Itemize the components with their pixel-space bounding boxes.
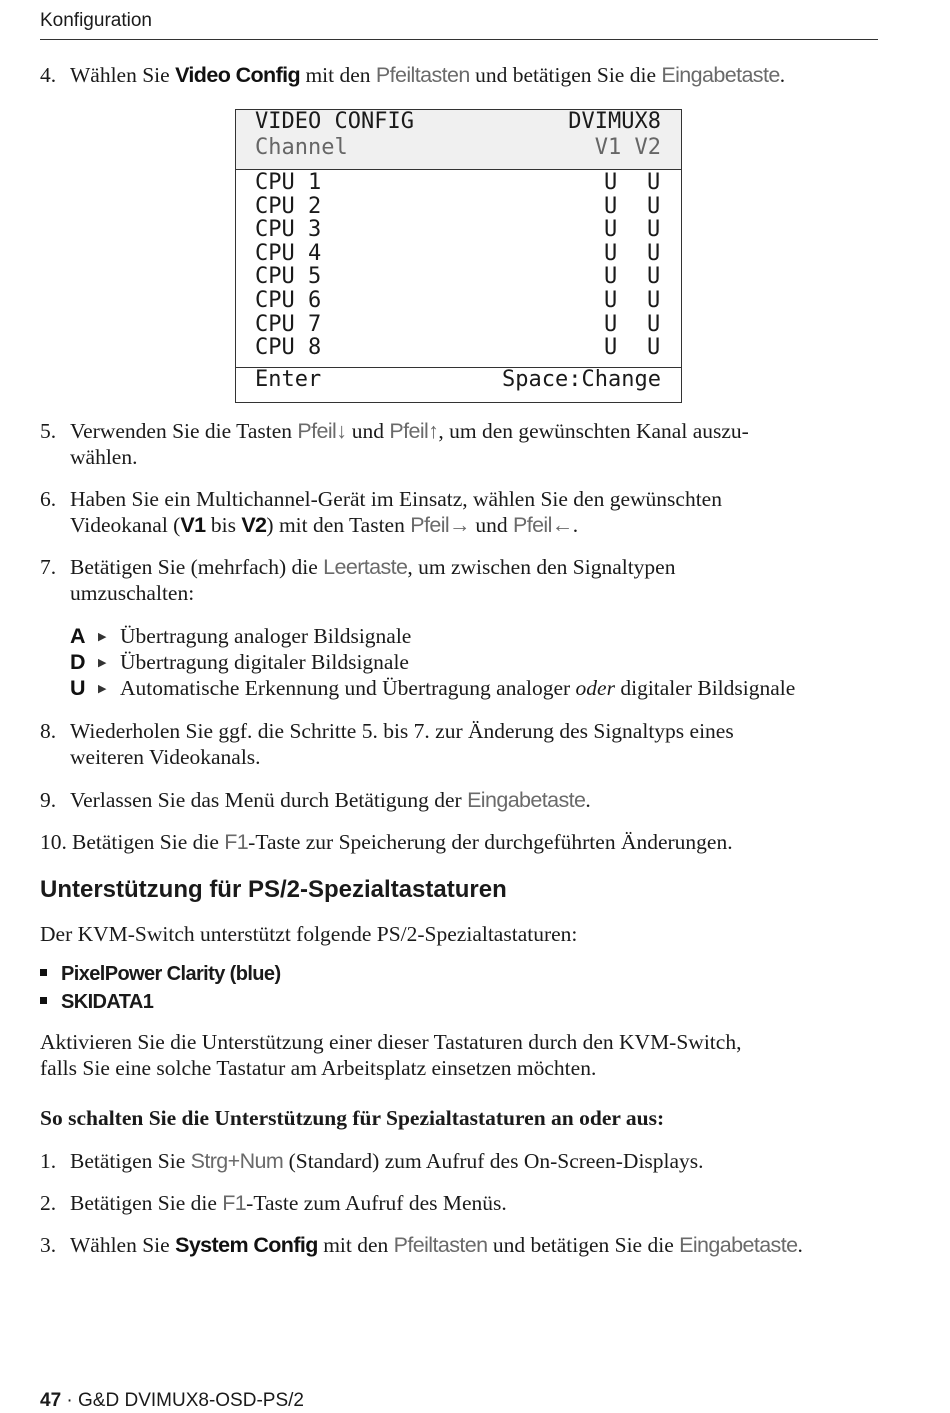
step-text: .	[779, 63, 786, 87]
step-text: Betätigen Sie	[70, 1149, 191, 1173]
key-name: Pfeil↑	[389, 419, 439, 443]
key-name: Leertaste	[323, 555, 408, 579]
step-text: , um den gewünschten Kanal auszu-	[438, 419, 749, 443]
step-9	[40, 787, 882, 813]
menu-name: System Config	[175, 1233, 318, 1257]
step-text: Verlassen Sie das Menü durch Betätigung der	[70, 788, 468, 812]
osd-footer-enter: Enter	[255, 367, 322, 392]
osd-channel-row	[236, 171, 681, 195]
osd-video-config-screen	[235, 109, 682, 403]
step-text: -Taste zum Aufruf des Menüs.	[246, 1191, 507, 1215]
osd-channel-name: CPU 4	[255, 240, 322, 266]
section-intro: Der KVM-Switch unterstützt folgende PS/2-Spezialtastaturen:	[40, 922, 578, 946]
osd-channel-row	[236, 265, 681, 289]
step-text: Verwenden Sie die Tasten	[70, 419, 298, 443]
step-number: 4.	[40, 63, 57, 87]
osd-signal-v2: U	[647, 264, 661, 290]
osd-channel-row	[236, 218, 681, 242]
step-text: ) mit den Tasten	[266, 513, 411, 537]
key-name: Pfeil↓	[297, 419, 347, 443]
section-title: Unterstützung für PS/2-Spezialtastaturen	[40, 876, 507, 903]
osd-signal-v2: U	[647, 240, 661, 266]
osd-signal-v1: U	[604, 217, 618, 243]
step-text: wählen.	[70, 445, 138, 469]
osd-signal-v1: U	[604, 288, 618, 313]
key-name: Eingabetaste	[661, 63, 780, 87]
osd-channel-row	[236, 242, 681, 266]
osd-channel-name: CPU 1	[255, 170, 322, 195]
step-number: 7.	[40, 555, 57, 579]
section-paragraph	[40, 1029, 878, 1081]
signal-description-emphasis: oder	[575, 676, 615, 700]
osd-signal-v2: U	[647, 193, 661, 219]
step-text: Videokanal (	[70, 513, 181, 537]
key-name: F1	[222, 1191, 247, 1215]
key-name: Pfeil→	[410, 513, 470, 537]
step-5	[40, 418, 882, 470]
sub-step-1	[40, 1148, 882, 1174]
step-8	[40, 718, 882, 770]
step-number: 3.	[40, 1233, 57, 1257]
step-text: Haben Sie ein Multichannel-Gerät im Einsatz, wählen Sie den gewünschten	[70, 487, 722, 511]
step-7	[40, 554, 882, 606]
keyboard-item	[40, 961, 281, 987]
key-name: F1	[224, 830, 249, 854]
signal-item-auto	[70, 675, 890, 702]
step-number: 2.	[40, 1191, 57, 1215]
key-name: Pfeiltasten	[375, 63, 470, 87]
osd-signal-v1: U	[604, 170, 618, 195]
procedure-heading: So schalten Sie die Unterstützung für Spezialtastaturen an oder aus:	[40, 1106, 665, 1130]
osd-signal-v1: U	[604, 264, 618, 290]
signal-code: U	[70, 676, 85, 700]
footer-separator: ·	[61, 1390, 79, 1411]
bullet-square-icon	[40, 969, 47, 976]
triangle-right-icon: ▶	[98, 657, 107, 669]
osd-channel-name: CPU 3	[255, 217, 322, 243]
step-text: und	[469, 513, 513, 537]
step-text: Wiederholen Sie ggf. die Schritte 5. bis 7. zur Änderung des Signaltyps eines	[70, 719, 734, 743]
step-6	[40, 486, 882, 538]
step-text: Betätigen Sie die	[72, 830, 225, 854]
page-footer	[40, 1390, 304, 1412]
channel-name: V2	[241, 513, 267, 537]
osd-signal-v1: U	[604, 335, 618, 361]
triangle-right-icon: ▶	[98, 683, 107, 695]
osd-channel-name: CPU 5	[255, 264, 322, 290]
step-number: 1.	[40, 1149, 57, 1173]
osd-signal-v1: U	[604, 240, 618, 266]
keyboard-name: SKIDATA1	[61, 991, 154, 1013]
osd-channel-row	[236, 195, 681, 219]
step-10	[40, 829, 882, 855]
paragraph-line: falls Sie eine solche Tastatur am Arbeitsplatz einsetzen möchten.	[40, 1056, 597, 1080]
step-number: 10.	[40, 830, 67, 854]
osd-device-name: DVIMUX8	[568, 109, 661, 134]
document-name: G&D DVIMUX8-OSD-PS/2	[78, 1390, 304, 1411]
step-text: Wählen Sie	[70, 1233, 176, 1257]
step-text: -Taste zur Speicherung der durchgeführten Änderungen.	[248, 830, 733, 854]
osd-channel-row	[236, 289, 681, 313]
step-number: 9.	[40, 788, 57, 812]
osd-channel-name: CPU 7	[255, 311, 322, 337]
step-text: .	[572, 513, 579, 537]
osd-column-channel: Channel	[255, 135, 348, 160]
osd-channel-name: CPU 8	[255, 335, 322, 361]
header-title: Konfiguration	[40, 10, 152, 31]
keyboard-name: PixelPower Clarity (blue)	[61, 963, 281, 985]
osd-title: VIDEO CONFIG	[255, 109, 414, 134]
step-text: und betätigen Sie die	[469, 63, 662, 87]
step-text: bis	[205, 513, 242, 537]
triangle-right-icon: ▶	[98, 631, 107, 643]
page-number: 47	[40, 1390, 62, 1411]
key-name: Pfeil←	[512, 513, 573, 537]
osd-signal-v2: U	[647, 335, 661, 361]
menu-name: Video Config	[175, 63, 301, 87]
step-text: Betätigen Sie die	[70, 1191, 223, 1215]
running-header	[40, 10, 878, 40]
osd-signal-v1: U	[604, 311, 618, 337]
osd-footer	[236, 367, 681, 402]
osd-signal-v2: U	[647, 217, 661, 243]
osd-channel-row	[236, 336, 681, 360]
osd-channel-row	[236, 313, 681, 337]
keyboard-item	[40, 989, 153, 1015]
step-text: Wählen Sie	[70, 63, 176, 87]
osd-signal-v2: U	[647, 311, 661, 337]
key-name: Eingabetaste	[467, 788, 586, 812]
osd-column-video-channels: V1 V2	[594, 135, 661, 160]
step-text: und betätigen Sie die	[487, 1233, 680, 1257]
sub-step-2	[40, 1190, 882, 1216]
sub-step-3	[40, 1232, 882, 1258]
step-number: 5.	[40, 419, 57, 443]
osd-channel-name: CPU 2	[255, 193, 322, 219]
signal-description: digitaler Bildsignale	[614, 676, 796, 700]
channel-name: V1	[180, 513, 206, 537]
osd-footer-space-change: Space:Change	[502, 367, 661, 392]
step-number: 8.	[40, 719, 57, 743]
osd-channel-name: CPU 6	[255, 288, 322, 313]
signal-description: Übertragung analoger Bildsignale	[120, 624, 412, 648]
step-text: mit den	[300, 63, 376, 87]
step-number: 6.	[40, 487, 57, 511]
step-text: .	[797, 1233, 803, 1257]
signal-description: Automatische Erkennung und Übertragung analoger	[120, 676, 576, 700]
key-name: Strg+Num	[190, 1149, 284, 1173]
key-name: Eingabetaste	[679, 1233, 798, 1257]
osd-signal-v2: U	[647, 170, 661, 195]
step-text: (Standard) zum Aufruf des On-Screen-Displays.	[283, 1149, 704, 1173]
signal-item-analog	[70, 623, 890, 650]
paragraph-line: Aktivieren Sie die Unterstützung einer dieser Tastaturen durch den KVM-Switch,	[40, 1030, 742, 1054]
step-text: umzuschalten:	[70, 581, 195, 605]
signal-code: D	[70, 650, 85, 674]
step-text: weiteren Videokanals.	[70, 745, 261, 769]
step-text: mit den	[317, 1233, 394, 1257]
step-text: und	[346, 419, 390, 443]
signal-description: Übertragung digitaler Bildsignale	[120, 650, 409, 674]
osd-signal-v2: U	[647, 288, 661, 313]
step-text: , um zwischen den Signaltypen	[407, 555, 676, 579]
signal-code: A	[70, 624, 85, 648]
osd-header	[236, 110, 681, 170]
bullet-square-icon	[40, 997, 47, 1004]
step-text: Betätigen Sie (mehrfach) die	[70, 555, 324, 579]
key-name: Pfeiltasten	[393, 1233, 488, 1257]
step-4	[40, 62, 882, 88]
step-text: .	[585, 788, 591, 812]
osd-signal-v1: U	[604, 193, 618, 219]
signal-item-digital	[70, 649, 890, 676]
